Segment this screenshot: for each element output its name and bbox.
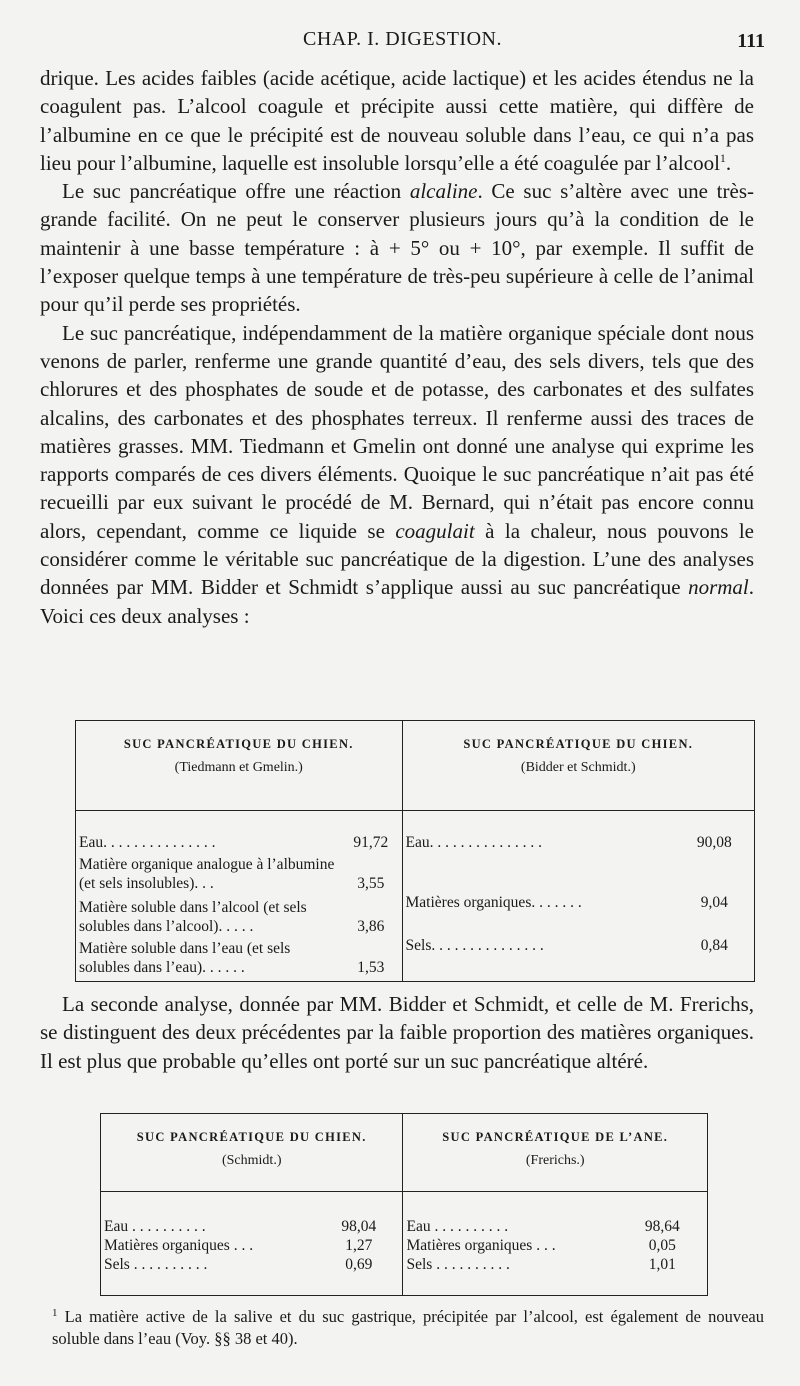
body-text-2 xyxy=(40,990,754,1075)
paragraph-3-text-b: à la chaleur, nous pouvons le considérer comme le véritable suc pancréatique de la digestion. L’une des analyses données par MM. Bidder et Schmidt s’applique aussi au suc pancréatique xyxy=(40,518,754,600)
table2-left-row-value: 0,69 xyxy=(315,1255,403,1295)
table2-right-row-value: 0,05 xyxy=(648,1237,676,1255)
table1-left-row-value: 91,72 xyxy=(340,811,402,852)
table2-left-subtitle: (Schmidt.) xyxy=(221,1153,282,1168)
table2-right-subtitle: (Frerichs.) xyxy=(525,1153,585,1168)
table2-left-row-label: Sels . . . . . . . . . . xyxy=(104,1256,208,1274)
table1-right-row-label: Matières organiques. . . . . . . xyxy=(405,893,582,911)
analysis-table-2 xyxy=(100,1113,708,1296)
emphasis-normal: normal xyxy=(688,575,749,600)
table1-right-subtitle: (Bidder et Schmidt.) xyxy=(520,760,636,775)
footnote-mark: 1 xyxy=(52,1307,58,1319)
table1-left-row-value: 3,86 xyxy=(340,893,402,936)
paragraph-2-text-a: Le suc pancréatique offre une réaction xyxy=(62,179,410,204)
table1-right-row-label xyxy=(402,852,675,893)
running-title: CHAP. I. DIGESTION. xyxy=(303,28,502,50)
footnote-ref[interactable]: 1 xyxy=(719,150,726,165)
running-head xyxy=(40,28,765,62)
table2-right-row-label: Eau . . . . . . . . . . xyxy=(406,1218,509,1236)
table1-right-title: SUC PANCRÉATIQUE DU CHIEN. xyxy=(463,737,694,751)
paragraph-2-text-b: . Ce suc s’altère avec une très-grande facilité. On ne peut le conserver plusieurs jours qu’à la condition de le maintenir à une basse température : à + 5° ou + 10°, par exemple. Il suffit de l’exposer quelque temps à une température de très-peu supérieure à celle de l’animal pour qu’il perde ses propriétés. xyxy=(40,179,754,317)
table1-right-row-label: Eau. . . . . . . . . . . . . . . xyxy=(405,833,542,851)
paragraph-1 xyxy=(40,64,754,177)
table1-right-row-value: 9,04 xyxy=(700,893,728,911)
table2-left-header xyxy=(101,1114,403,1192)
page-number: 111 xyxy=(737,30,765,52)
paragraph-2 xyxy=(40,177,754,318)
table1-left-row-label: Matière organique analogue à l’albumine (et sels insolubles). . . xyxy=(79,855,335,892)
table2-left-row-value: 98,04 xyxy=(315,1192,403,1236)
paragraph-3-text-c: . Voici ces deux analyses : xyxy=(40,575,754,628)
paragraph-3 xyxy=(40,319,754,630)
analysis-table-1 xyxy=(75,720,755,982)
body-text xyxy=(40,64,754,630)
table2-right-title: SUC PANCRÉATIQUE DE L’ANE. xyxy=(442,1130,669,1144)
table1-left-row-label: Eau. . . . . . . . . . . . . . . xyxy=(79,833,216,851)
table2-right-row-label: Sels . . . . . . . . . . xyxy=(406,1256,510,1274)
table1-left-title: SUC PANCRÉATIQUE DU CHIEN. xyxy=(123,737,354,751)
table1-left-subtitle: (Tiedmann et Gmelin.) xyxy=(174,760,303,775)
table1-left-row-value: 1,53 xyxy=(340,936,402,982)
table2-right-row-value: 98,64 xyxy=(644,1218,680,1236)
table1-right-header xyxy=(402,721,754,811)
table1-right-row-value xyxy=(675,852,755,893)
paragraph-1-end: . xyxy=(725,150,732,175)
table2-left-row-value: 1,27 xyxy=(315,1236,403,1255)
table1-left-row-label: Matière soluble dans l’alcool (et sels solubles dans l’alcool). . . . . xyxy=(79,898,307,935)
emphasis-coagulait: coagulait xyxy=(395,518,475,543)
footnote xyxy=(52,1306,764,1350)
table2-right-header xyxy=(403,1114,708,1192)
table2-right-row-value: 1,01 xyxy=(648,1256,676,1274)
table1-right-row-value: 0,84 xyxy=(700,936,728,954)
table1-left-header xyxy=(76,721,403,811)
paragraph-4: La seconde analyse, donnée par MM. Bidder et Schmidt, et celle de M. Frerichs, se distinguent des deux précédentes par la faible proportion des matières organiques. Il est plus que probable qu’elles ont porté sur un suc pancréatique altéré. xyxy=(40,992,754,1073)
table1-left-row-value: 3,55 xyxy=(340,852,402,893)
emphasis-alcaline: alcaline xyxy=(409,179,478,204)
paragraph-3-text-a: Le suc pancréatique, indépendamment de la matière organique spéciale dont nous venons de parler, renferme une grande quantité d’eau, des sels divers, tels que des chlorures et des phosphates de soude et de potasse, des carbonates et des sulfates alcalins, des carbonates et des phosphates terreux. Il renferme aussi des traces de matières grasses. MM. Tiedmann et Gmelin ont donné une analyse qui exprime les rapports comparés de ces divers éléments. Quoique le suc pancréatique n’ait pas été recueilli par eux suivant le procédé de M. Bernard, qui n’était pas encore connu alors, cependant, comme ce liquide se xyxy=(40,320,754,543)
table2-right-row-label: Matières organiques . . . xyxy=(406,1237,556,1255)
table1-left-row-label: Matière soluble dans l’eau (et sels solubles dans l’eau). . . . . . xyxy=(79,940,291,976)
paragraph-1-text: drique. Les acides faibles (acide acétique, acide lactique) et les acides étendus ne la coagulent pas. L’alcool coagule et précipite aussi cette matière, qui diffère de l’albumine en ce que le précipité est de nouveau soluble dans l’eau, ce qui n’a pas lieu pour l’albumine, laquelle est insoluble lorsqu’elle a été coagulée par l’alcool xyxy=(40,66,754,175)
table2-left-row-label: Matières organiques . . . xyxy=(104,1237,254,1255)
table2-left-row-label: Eau . . . . . . . . . . xyxy=(104,1218,206,1236)
footnote-text: La matière active de la salive et du suc gastrique, précipitée par l’alcool, est également de nouveau soluble dans l’eau (Voy. §§ 38 et 40). xyxy=(52,1307,764,1348)
table1-right-row-label: Sels. . . . . . . . . . . . . . . xyxy=(405,936,544,954)
table2-left-title: SUC PANCRÉATIQUE DU CHIEN. xyxy=(136,1130,367,1144)
table1-right-row-value: 90,08 xyxy=(696,833,732,851)
